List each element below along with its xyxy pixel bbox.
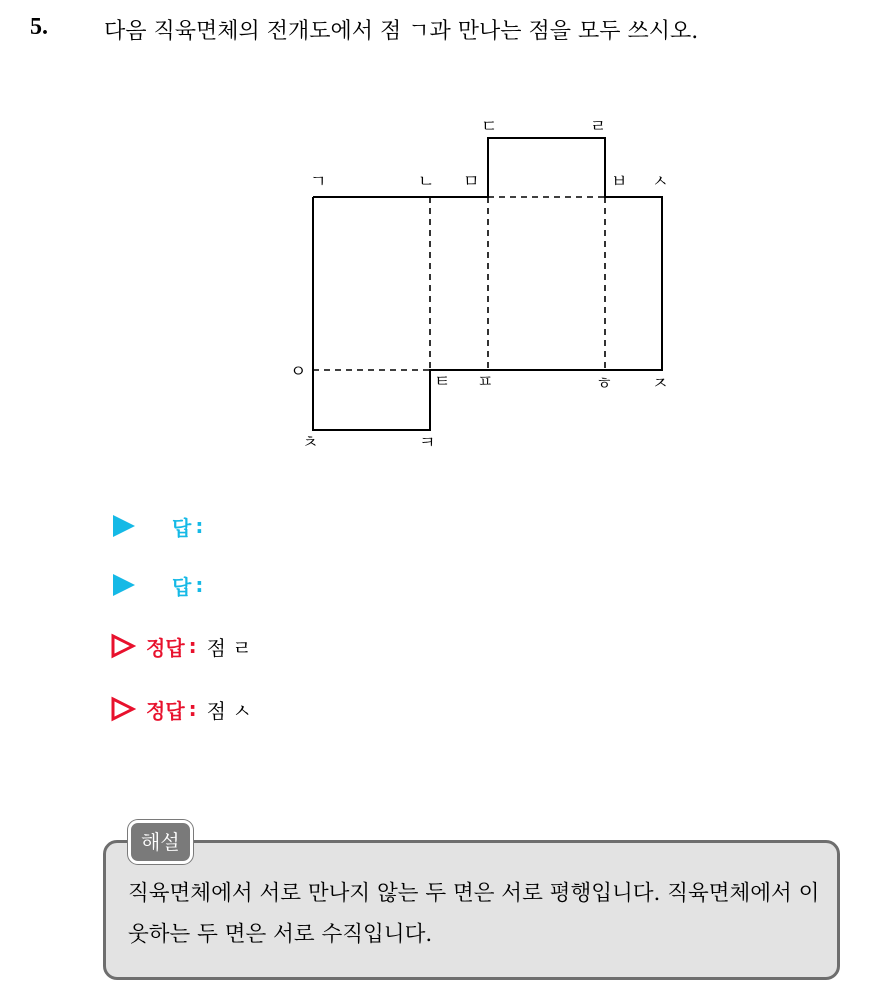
- outline-triangle-icon: [110, 696, 136, 722]
- question-text: 다음 직육면체의 전개도에서 점 ㄱ과 만나는 점을 모두 쓰시오.: [104, 19, 699, 44]
- solution-tag: 해설: [128, 820, 193, 864]
- solution-text: 직육면체에서 서로 만나지 않는 두 면은 서로 평행입니다. 직육면체에서 이웃하는 두 면은 서로 수직입니다.: [128, 881, 820, 947]
- answer-colon: :: [188, 634, 197, 658]
- point-label-b: ㅂ: [611, 172, 628, 192]
- point-label-j: ㅈ: [652, 374, 669, 394]
- answer-colon: :: [195, 514, 204, 538]
- point-label-n: ㄴ: [418, 172, 435, 192]
- filled-triangle-icon: [110, 513, 136, 539]
- answer-label: 답: [172, 574, 192, 599]
- point-label-k: ㅋ: [419, 433, 436, 453]
- net-fold-lines: [313, 197, 605, 370]
- point-label-r: ㄹ: [590, 117, 607, 137]
- answer-colon: :: [188, 697, 197, 721]
- point-label-m: ㅁ: [463, 172, 480, 192]
- point-label-p: ㅍ: [477, 372, 494, 392]
- answer-colon: :: [195, 573, 204, 597]
- outline-triangle-icon: [110, 633, 136, 659]
- correct-answer-value: 점 ㅅ: [206, 698, 252, 723]
- point-label-ch: ㅊ: [302, 433, 319, 453]
- correct-answer-row: [110, 693, 252, 725]
- point-label-s: ㅅ: [652, 172, 669, 192]
- point-label-o: ㅇ: [290, 362, 307, 382]
- point-label-d: ㄷ: [481, 117, 498, 137]
- answer-row: [110, 569, 213, 601]
- correct-answer-row: [110, 630, 252, 662]
- correct-answer-value: 점 ㄹ: [206, 635, 252, 660]
- correct-answer-label: 정답: [146, 698, 185, 723]
- point-label-h: ㅎ: [596, 374, 613, 394]
- point-label-t: ㅌ: [434, 372, 451, 392]
- filled-triangle-icon: [110, 572, 136, 598]
- question-number: 5.: [30, 14, 48, 40]
- correct-answer-label: 정답: [146, 635, 185, 660]
- net-point-labels: [290, 117, 668, 453]
- answer-row: [110, 510, 213, 542]
- answer-label: 답: [172, 515, 192, 540]
- point-label-g: ㄱ: [310, 172, 327, 192]
